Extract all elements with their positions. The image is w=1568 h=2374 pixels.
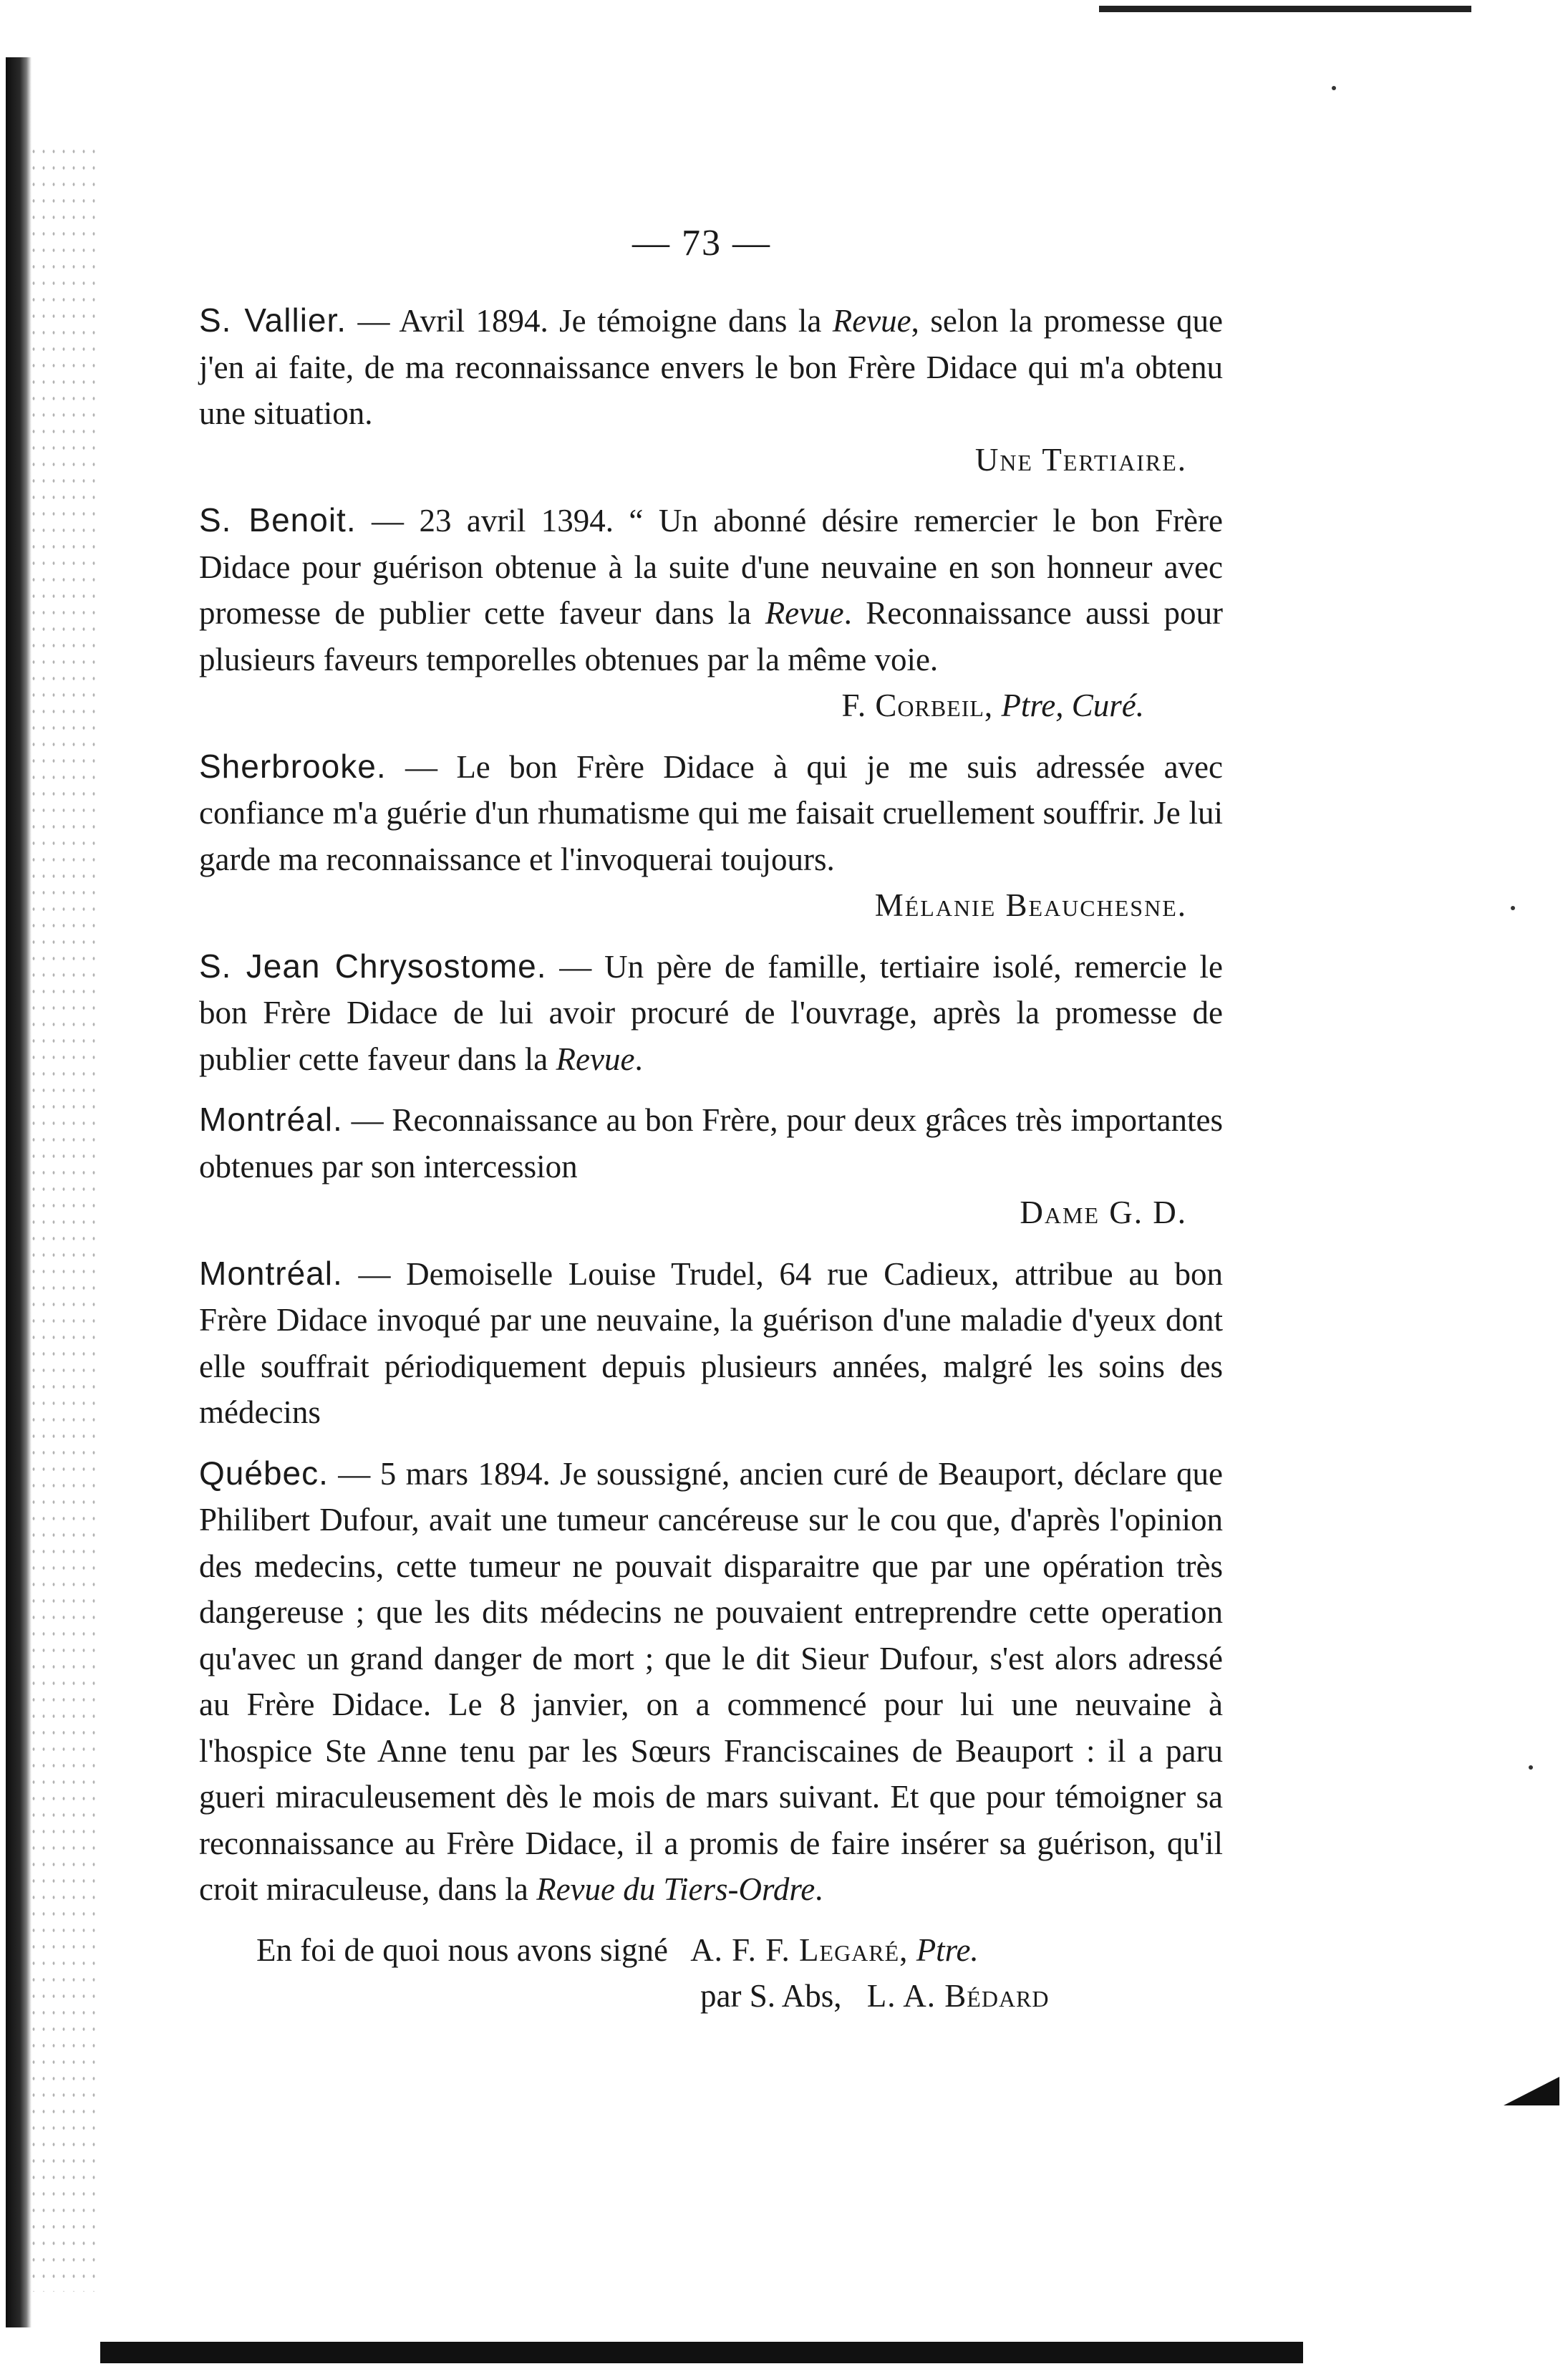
- entry-text: — Avril 1894. Je témoigne dans la: [347, 303, 833, 339]
- entry-text: — Le bon Frère Didace à qui je me suis adressée avec confiance m'a guérie d'un rhumatisme qui me faisait cruellement souffrir. Je lui garde ma reconnaissance et l'invoquerai toujours.: [199, 748, 1223, 877]
- testimony-entry: [199, 1450, 1223, 1913]
- entry-signature: Mélanie Beauchesne.: [874, 887, 1187, 923]
- entry-signature: Dame G. D.: [1020, 1195, 1187, 1230]
- entry-signature-title: Ptre, Curé.: [1001, 687, 1144, 723]
- entry-place: S. Vallier.: [199, 301, 347, 339]
- testimony-entry: [199, 497, 1223, 729]
- closing-text: En foi de quoi nous avons signé: [256, 1931, 668, 1968]
- closing-second-signer: L. A. Bédard: [866, 1978, 1050, 2014]
- scan-left-margin: [6, 57, 32, 2327]
- entry-text: — Reconnaissance au bon Frère, pour deux grâces très importantes obtenues par son intercession: [199, 1102, 1223, 1184]
- testimony-entry: [199, 1096, 1223, 1236]
- entry-signature: F. Corbeil,: [841, 687, 994, 723]
- entry-place: Québec.: [199, 1454, 329, 1492]
- entry-text-after: , selon la promesse que j'en ai faite, de ma reconnaissance envers le bon Frère Didace qui m'a obtenu une situation.: [199, 303, 1223, 431]
- entry-place: Montréal.: [199, 1254, 343, 1292]
- entry-signature: Une Tertiaire.: [974, 441, 1187, 478]
- entry-text: — Demoiselle Louise Trudel, 64 rue Cadieux, attribue au bon Frère Didace invoqué par une neuvaine, la guérison d'une maladie d'yeux dont elle souffrait périodiquement depuis plusieurs années, malgré les soins des médecins: [199, 1255, 1223, 1430]
- entry-signature-block: [199, 682, 1144, 729]
- closing-line-2: [199, 1973, 1223, 2020]
- scan-dot: [1511, 906, 1515, 910]
- page-number: — 73 —: [632, 223, 771, 264]
- entry-text: — Un père de famille, tertiaire isolé, remercie le bon Frère Didace de lui avoir procuré de l'ouvrage, après la promesse de publier cette faveur dans la: [199, 948, 1223, 1077]
- entry-text-italic: Revue: [556, 1041, 635, 1077]
- page-body: [199, 297, 1223, 2020]
- entry-text: — 23 avril 1394. “ Un abonné désire remercier le bon Frère Didace pour guérison obtenue à la suite d'une neuvaine en son honneur avec promesse de publier cette faveur dans la: [199, 503, 1223, 631]
- entry-text-after: . Reconnaissance aussi pour plusieurs faveurs temporelles obtenues par la même voie.: [199, 595, 1224, 677]
- scan-corner-mark: [1504, 2077, 1559, 2105]
- entry-place: Montréal.: [199, 1101, 343, 1138]
- testimony-entry: [199, 743, 1223, 929]
- entry-place: S. Jean Chrysostome.: [199, 947, 547, 985]
- entry-text-italic: Revue: [765, 595, 844, 631]
- scan-dot: [1332, 86, 1336, 90]
- scan-bottom-rule: [100, 2342, 1303, 2363]
- entry-text: — 5 mars 1894. Je soussigné, ancien curé de Beauport, déclare que Philibert Dufour, avait une tumeur cancéreuse sur le cou que, d'après l'opinion des medecins, cette tumeur ne pouvait disparaitre que par une opération très dangereuse ; que les dits médecins ne pouvaient entreprendre cette operation qu'avec un grand danger de mort ; que le dit Sieur Dufour, s'est alors adressé au Frère Didace. Le 8 janvier, on a commencé pour lui une neuvaine à l'hospice Ste Anne tenu par les Sœurs Franciscaines de Beauport : il a paru gueri miraculeusement dès le mois de mars suivant. Et que pour témoigner sa reconnaissance au Frère Didace, il a promis de faire insérer sa guérison, qu'il croit miraculeuse, dans la: [199, 1455, 1223, 1907]
- closing-signer-title: Ptre.: [916, 1931, 979, 1968]
- entry-place: Sherbrooke.: [199, 747, 387, 785]
- scan-left-speckle: [29, 143, 100, 2292]
- entry-text-after: .: [815, 1871, 823, 1907]
- closing-line: [199, 1927, 1223, 1974]
- closing-signer: A. F. F. Legaré,: [690, 1931, 909, 1968]
- entry-text-italic: Revue du Tiers-Ordre: [536, 1871, 816, 1907]
- entry-text-italic: Revue: [832, 303, 911, 339]
- scan-top-rule: [1099, 6, 1471, 12]
- entry-place: S. Benoit.: [199, 501, 357, 539]
- entry-text-after: .: [634, 1041, 643, 1077]
- testimony-entry: [199, 943, 1223, 1083]
- testimony-entry: [199, 297, 1223, 483]
- closing-prefix: par S. Abs,: [700, 1978, 842, 2014]
- testimony-entry: [199, 1250, 1223, 1436]
- scan-dot: [1529, 1765, 1533, 1770]
